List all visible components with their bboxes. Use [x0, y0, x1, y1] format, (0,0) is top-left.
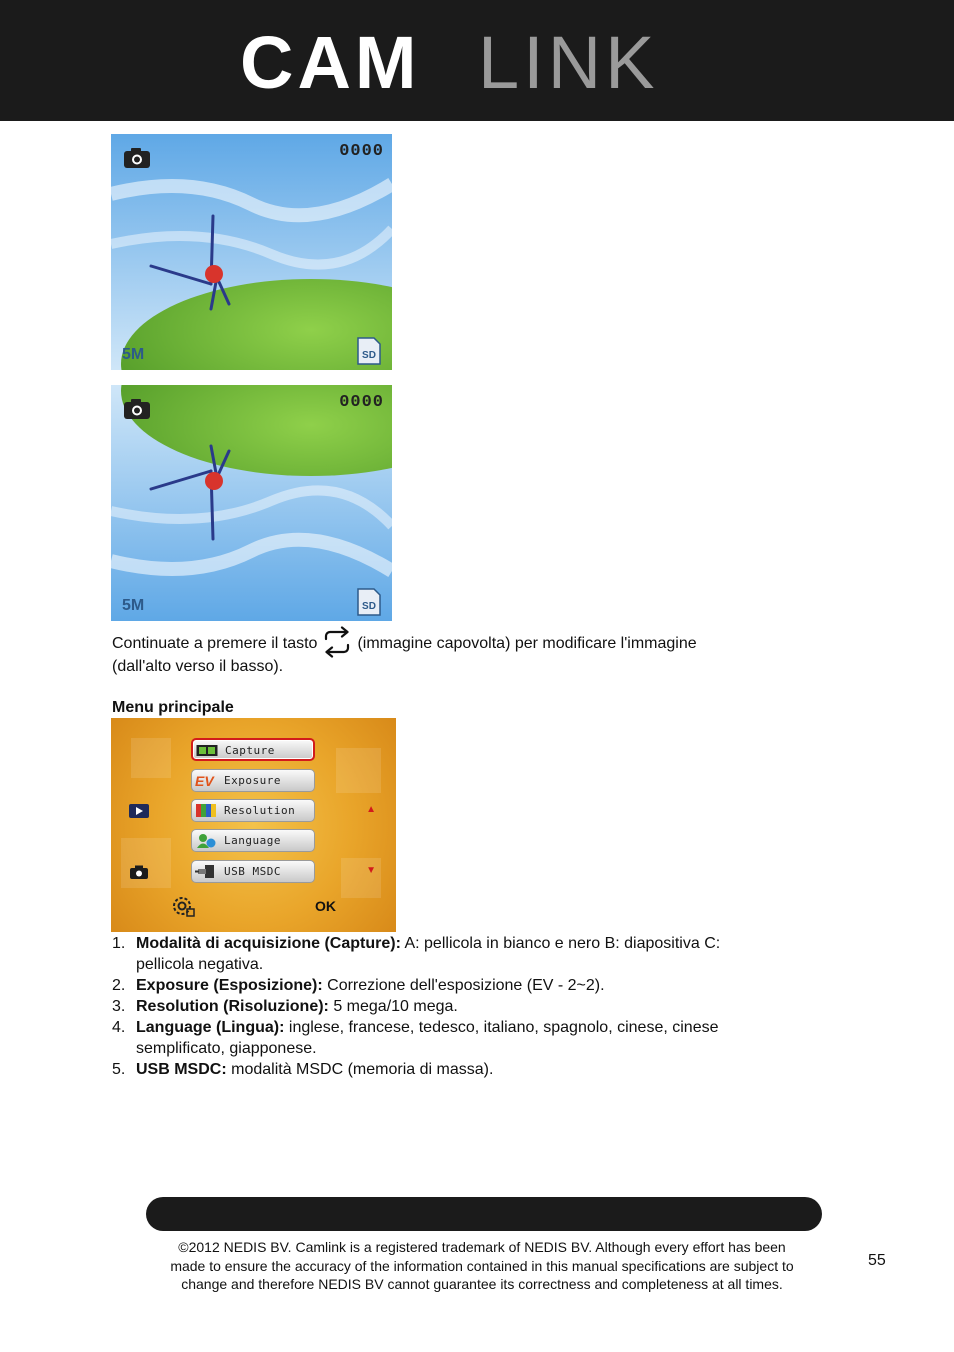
- flip-arrows-icon: [321, 626, 353, 658]
- list-item: 3. Resolution (Risoluzione): 5 mega/10 mega.: [112, 998, 458, 1015]
- svg-text:EV: EV: [195, 773, 214, 788]
- flip-instruction-line1: Continuate a premere il tasto (immagine capovolta) per modificare l'immagine: [112, 628, 697, 660]
- camera-mode-icon: [123, 147, 151, 169]
- settings-gear-icon: [171, 895, 195, 917]
- list-item: 5. USB MSDC: modalità MSDC (memoria di massa).: [112, 1061, 494, 1078]
- menu-description-list: [112, 933, 832, 1080]
- footer-bar: [146, 1197, 822, 1231]
- section-title: Menu principale: [112, 699, 234, 716]
- footer-disclaimer: ©2012 NEDIS BV. Camlink is a registered trademark of NEDIS BV. Although every effort has been made to ensure the accuracy of the information contained in this manual specifications are subject to change and therefore NEDIS BV cannot guarantee its correctness and completeness at all times.: [170, 1239, 794, 1292]
- svg-text:LINK: LINK: [478, 21, 659, 104]
- shot-counter: 0000: [339, 142, 384, 161]
- film-icon: [196, 743, 218, 758]
- resolution-indicator: 5M: [122, 597, 145, 614]
- person-globe-icon: [195, 833, 217, 848]
- menu-item-language[interactable]: Language: [191, 829, 315, 852]
- playback-icon: [129, 804, 149, 818]
- flip-instruction-line2: (dall'alto verso il basso).: [112, 658, 284, 675]
- svg-text:SD: SD: [362, 601, 376, 612]
- usb-icon: [195, 864, 217, 879]
- menu-item-capture[interactable]: Capture: [191, 738, 315, 761]
- page-number: 55: [868, 1252, 886, 1269]
- sd-card-icon: [357, 337, 381, 365]
- menu-item-exposure[interactable]: EV Exposure: [191, 769, 315, 792]
- scroll-up-icon: ▲: [366, 804, 376, 815]
- camera-preview-normal: [111, 134, 392, 370]
- scroll-down-icon: ▼: [366, 865, 376, 876]
- main-menu-screenshot: [111, 718, 396, 932]
- shot-counter: 0000: [339, 393, 384, 412]
- color-bars-icon: [195, 803, 217, 818]
- camera-preview-flipped: [111, 385, 392, 621]
- camera-icon: [129, 865, 149, 879]
- menu-item-resolution[interactable]: Resolution: [191, 799, 315, 822]
- camera-mode-icon: [123, 398, 151, 420]
- menu-item-usb-msdc[interactable]: USB MSDC: [191, 860, 315, 883]
- ok-label: OK: [315, 898, 336, 914]
- page-header: [0, 0, 954, 121]
- sd-card-icon: [357, 588, 381, 616]
- svg-text:CAM: CAM: [240, 21, 421, 104]
- camlink-logo: [0, 0, 954, 121]
- resolution-indicator: 5M: [122, 346, 145, 363]
- ev-icon: [195, 773, 217, 788]
- svg-text:SD: SD: [362, 350, 376, 361]
- list-item: 1. Modalità di acquisizione (Capture): A: pellicola in bianco e nero B: diapositiva C: pellicola negativa.: [112, 935, 721, 973]
- list-item: 4. Language (Lingua): inglese, francese, tedesco, italiano, spagnolo, cinese, cinese semplificato, giapponese.: [112, 1019, 719, 1057]
- list-item: 2. Exposure (Esposizione): Correzione dell'esposizione (EV - 2~2).: [112, 977, 605, 994]
